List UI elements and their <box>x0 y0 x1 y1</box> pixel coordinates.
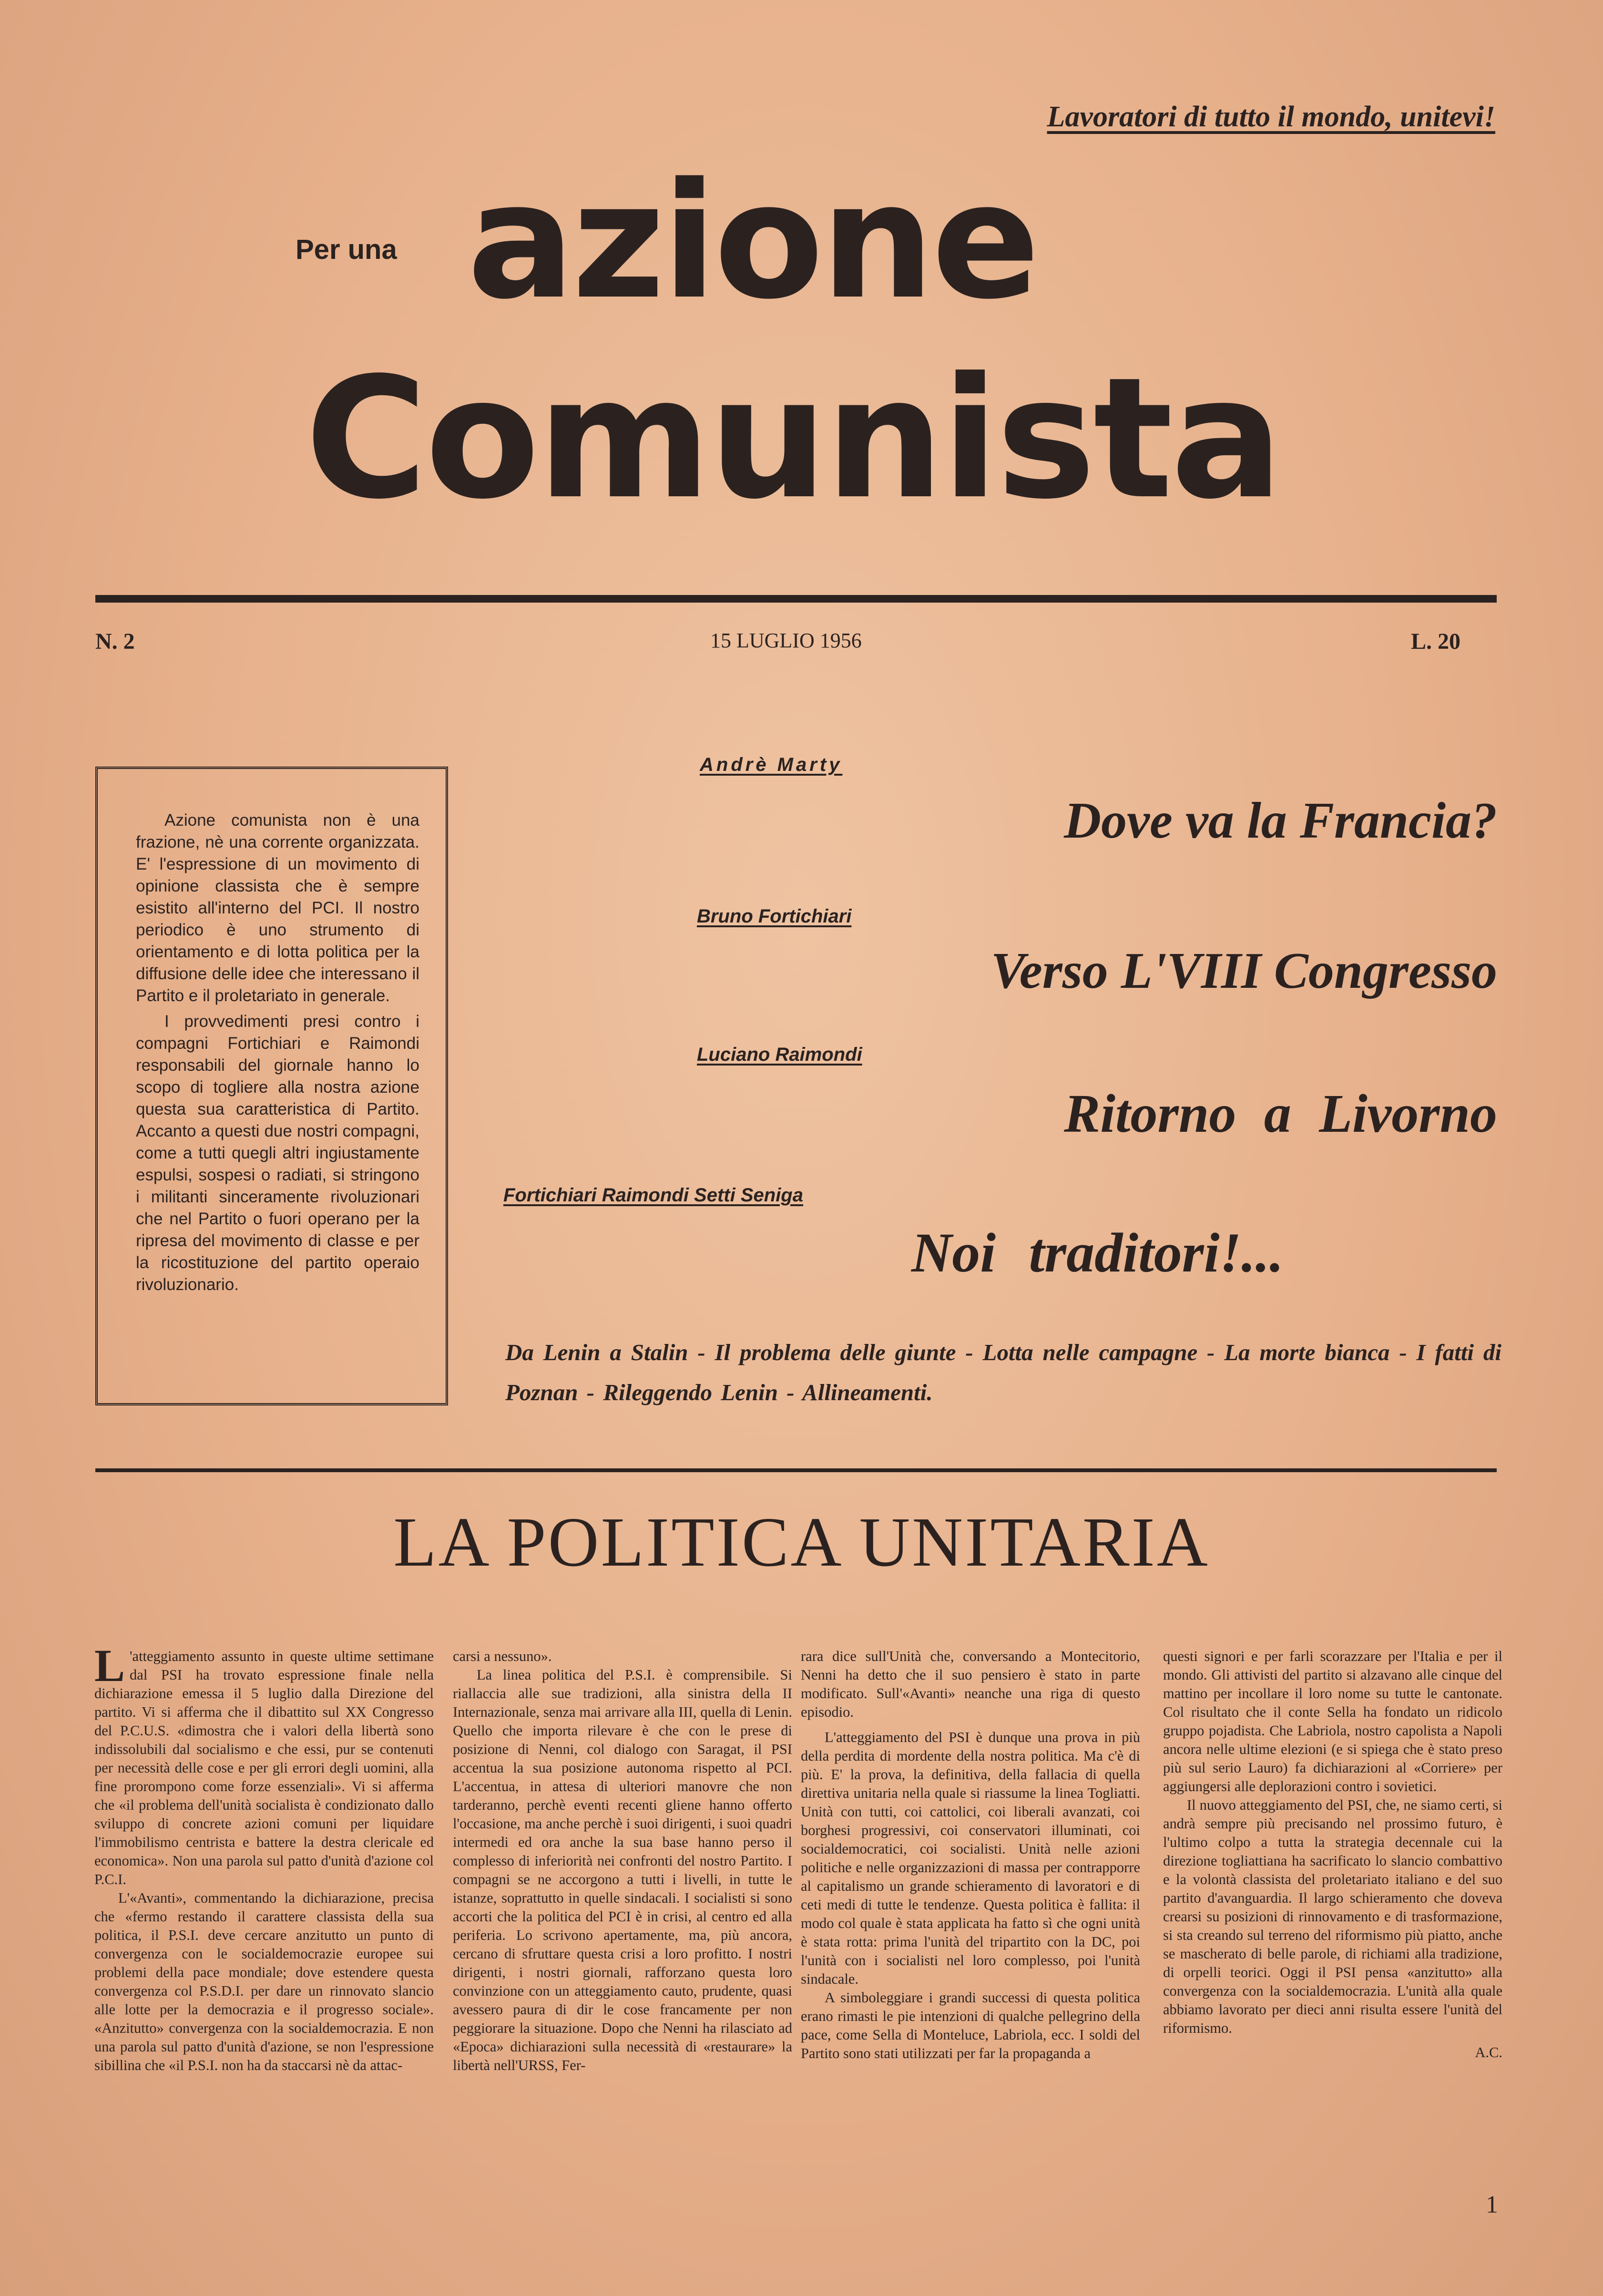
page-number: 1 <box>1486 2191 1498 2218</box>
feature-headline: Ritorno a Livorno <box>1064 1083 1497 1144</box>
feature-headline: Dove va la Francia? <box>1064 792 1497 849</box>
feature-author: Fortichiari Raimondi Setti Seniga <box>503 1185 803 1206</box>
feature-headline: Verso L'VIII Congresso <box>990 943 1497 999</box>
article-headline: LA POLITICA UNITARIA <box>393 1503 1210 1581</box>
masthead-prefix: Per una <box>296 234 397 265</box>
article-rule <box>95 1468 1497 1472</box>
article-paragraph: A simboleggiare i grandi successi di questa politica erano rimasti le pie intenzioni di qualche pellegrino della pace, come Sella di Monteluce, Labriola, ecc. I soldi del Partito sono stati utilizzati per far la propaganda a <box>801 1989 1140 2061</box>
statement-paragraph: Azione comunista non è una frazione, nè una corrente organizzata. E' l'espressione di un movimento di opinione classista che è sempre esistito all'interno del PCI. Il nostro periodico è uno strumento di orientamento e di lotta politica per la diffusione delle idee che interessano il Partito e il proletariato in generale. <box>136 811 419 1005</box>
article-paragraph: Il nuovo atteggiamento del PSI, che, ne siamo certi, si andrà sempre più precisando nel prossimo futuro, è l'ultimo colpo a tutta la strategia decennale cui la direzione togliattiana ha sacrificato lo slancio combattivo e la volontà classista del proletariato italiano e del suo partito d'avanguardia. Il largo schieramento che doveva crearsi su posizioni di rinnovamento e di trasformazione, si sta creando sul terreno del riformismo più piatto, anche se mascherato di belle parole, di richiami alla tradizione, di orpelli teorici. Oggi il PSI pensa «anzitutto» alla convergenza con la socialdemocrazia. L'unità alla quale abbiamo lavorato per dieci anni risulta essere l'unità del riformismo. <box>1163 1797 1502 2036</box>
article-paragraph: carsi a nessuno». <box>453 1648 552 1664</box>
statement-paragraph: I provvedimenti presi contro i compagni Fortichiari e Raimondi responsabili del giornale hanno lo scopo di togliere alla nostra azione questa sua caratteristica di Partito. Accanto a questi due nostri compagni, come a tutti quegli altri ingiustamente espulsi, sospesi o radiati, si stringono i militanti sinceramente rivoluzionari che nel Partito o fuori operano per la ripresa del movimento di classe e per la ricostituzione del partito operaio rivoluzionario. <box>136 1012 419 1294</box>
article-column-3 <box>801 1647 1140 2172</box>
issue-date: 15 LUGLIO 1956 <box>710 629 862 652</box>
masthead-rule-thick <box>95 595 1497 603</box>
feature-author: Andrè Marty <box>700 754 843 775</box>
article-paragraph: L'«Avanti», commentando la dichiarazione, precisa che «fermo restando il carattere classista della sua politica, il P.S.I. deve cercare anzitutto un punto di convergenza con le socialdemocrazie europee sui problemi della pace mondiale; dove estendere questa convergenza col P.S.D.I. per dare un rinnovato slancio alle lotte per la democrazia e il progresso sociale». «Anzitutto» convergenza con la socialdemocrazia. E non una parola sul patto d'unità d'azione, se non l'espressione sibillina che «il P.S.I. non ha da staccarsi nè da attac- <box>94 1890 434 2073</box>
article-column-4 <box>1163 1647 1502 2172</box>
article-column-1 <box>94 1647 434 2172</box>
article-signature: A.C. <box>1475 2044 1502 2060</box>
article-paragraph: rara dice sull'Unità che, conversando a Montecitorio, Nenni ha detto che il suo pensiero è stato in parte modificato. Sull'«Avanti» neanche una riga di questo episodio. <box>801 1648 1140 1720</box>
feature-headline: Noi traditori!... <box>911 1221 1284 1284</box>
article-paragraph: La linea politica del P.S.I. è comprensibile. Si riallaccia alle sue tradizioni, alla sinistra della II Internazionale, senza mai arrivare alla III, quella di Lenin. Quello che importa rilevare è che con le prese di posizione di Nenni, col dialogo con Saragat, il PSI accentua la sua posizione autonoma rispetto al PCI. L'accentua, in attesa di ulteriori manovre che non tarderanno, perchè eventi recenti gliene hanno offerto l'occasione, ma anche perchè i suoi dirigenti, i suoi quadri intermedi ed ora anche la sua base hanno perso il complesso di inferiorità nei confronti del nostro Partito. I compagni se ne accorgono a tutti i livelli, in tutte le istanze, soprattutto in quelle sindacali. I socialisti si sono accorti che la politica del PCI è in crisi, al centro ed alla periferia. Lo scrivono apertamente, ma, più ancora, cercano di sfruttare questa crisi a loro profitto. I nostri dirigenti, i nostri giornali, rafforzano questa loro convinzione con un atteggiamento cauto, prudente, quasi avessero paura di dir le cose francamente per non peggiorare la situazione. Dopo che Nenni ha rilasciato ad «Epoca» dichiarazioni sulla necessità di «restaurare» la libertà nell'URSS, Fer- <box>453 1667 792 2073</box>
article-paragraph: questi signori e per farli scorazzare per l'Italia e per il mondo. Gli attivisti del partito si alzavano alle cinque del mattino per incollare il loro nome su tutte le cantonate. Col risultato che il conte Sella ha fondato un ridicolo gruppo pojadista. Che Labriola, nostro capolista a Napoli ancora nelle ultime elezioni (e si spiega che è stato preso più sul serio Lauro) fa dichiarazioni al «Corriere» per aggiungersi alle deplorazioni contro i sovietici. <box>1163 1648 1502 1794</box>
drop-cap: L <box>94 1647 125 1691</box>
feature-author: Luciano Raimondi <box>697 1044 862 1065</box>
masthead-title-line2: Comunista <box>305 341 1281 536</box>
article-paragraph: L'atteggiamento del PSI è dunque una prova in più della perdita di mordente della nostra politica. Ma c'è di più. E' la prova, la definitiva, della fallacia di quella direttiva unitaria nella quale si riassume la linea Togliatti. Unità con tutti, coi cattolici, coi liberali avanzati, coi borghesi progressivi, coi conservatori illuminati, coi socialdemocratici, coi socialisti. Unità nelle azioni politiche e nelle organizzazioni di massa per contrapporre al capitalismo un grande schieramento di lavoratori e di ceti medi di tutte le tendenze. Questa politica è fallita: il modo col quale è stata applicata ha fatto sì che ogni unità è stata rotta: prima l'unità del tripartito con la DC, poi l'unità con i socialisti nel loro complesso, poi l'unità sindacale. <box>801 1729 1140 1987</box>
article-paragraph: L 'atteggiamento assunto in queste ultime settimane dal PSI ha trovato espressione finale nella dichiarazione emessa il 5 luglio dalla Direzione del partito. Vi si afferma che il dibattito sul XX Congresso del P.C.U.S. «dimostra che i valori della libertà sono indissolubili dal socialismo e che essi, pur se contenuti per necessità delle cose e per gli errori degli uomini, alla fine prorompono come forze essenziali». Vi si afferma che «il problema dell'unità socialista è condizionato dallo sviluppo di concrete azioni comuni per liquidare l'immobilismo centrista e battere la destra clericale ed economica». Non una parola sul patto d'unità d'azione col P.C.I. <box>94 1647 434 1887</box>
issue-price: L. 20 <box>1411 629 1461 654</box>
topics-list: Da Lenin a Stalin - Il problema delle giunte - Lotta nelle campagne - La morte bianca - I fatti di Poznan - Rileggendo Lenin - Allineamenti. <box>505 1339 1501 1405</box>
masthead-title-line1: azione <box>467 149 1037 335</box>
article-column-2 <box>453 1647 792 2172</box>
masthead-motto: Lavoratori di tutto il mondo, unitevi! <box>1047 101 1495 133</box>
feature-author: Bruno Fortichiari <box>697 906 852 927</box>
editorial-statement-box <box>95 767 448 1405</box>
issue-number: N. 2 <box>95 629 135 654</box>
